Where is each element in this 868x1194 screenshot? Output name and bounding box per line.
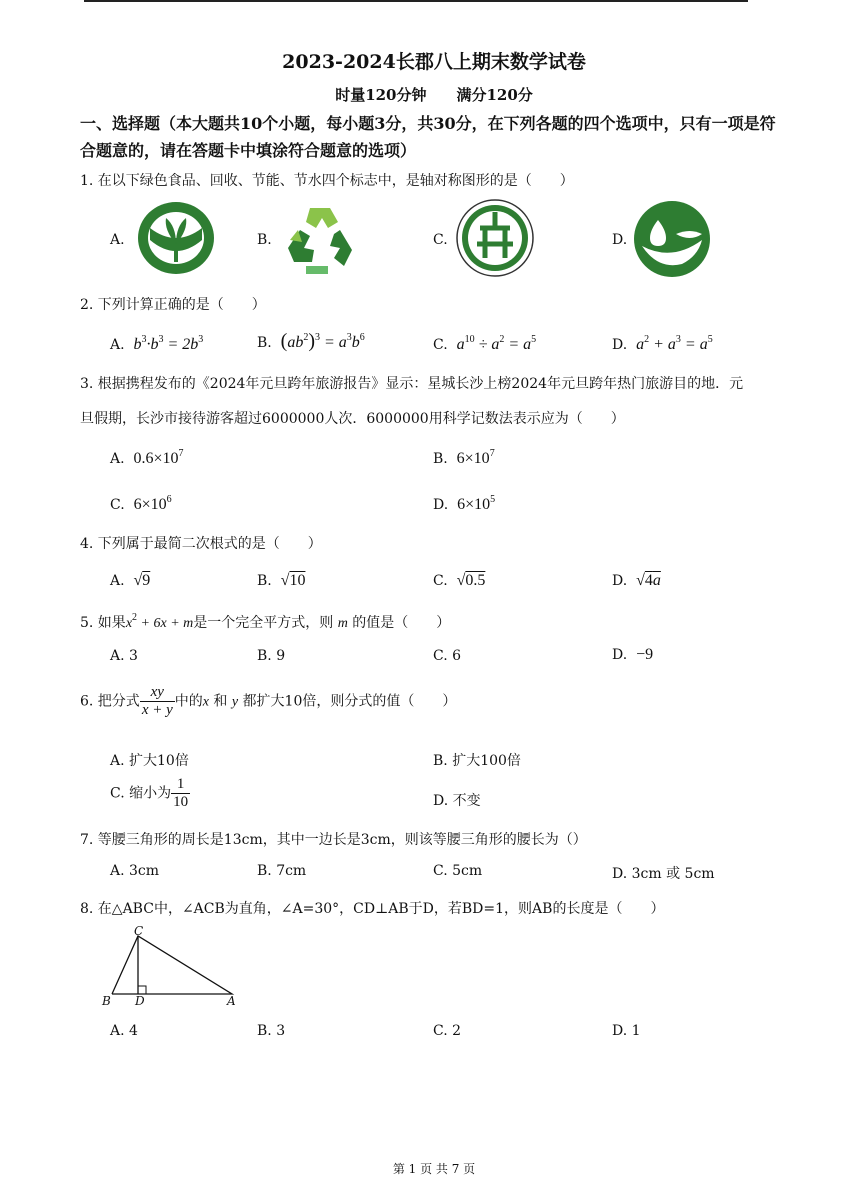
q6-option-a: A. 扩大10倍 bbox=[110, 753, 189, 769]
q7-option-d: D. 3cm 或 5cm bbox=[612, 866, 715, 882]
q8-triangle-figure bbox=[98, 924, 248, 1010]
q1-label-b: B. bbox=[257, 232, 272, 248]
q3-option-b: B. $6\times 10^7$ bbox=[433, 448, 495, 467]
q8-option-b: B. 3 bbox=[257, 1023, 286, 1039]
q4-option-c: C. √0.5 bbox=[433, 572, 486, 589]
q4-option-b: B. √10 bbox=[257, 572, 306, 589]
q5-option-d: D. −9 bbox=[612, 646, 654, 663]
q8-option-d: D. 1 bbox=[612, 1023, 641, 1039]
q2-option-d: D. $a^2 + a^3 = a^5$ bbox=[612, 334, 713, 353]
q3-label-c: C. bbox=[110, 497, 125, 513]
full-score: 满分120分 bbox=[456, 86, 533, 104]
page-title: 2023-2024长郡八上期末数学试卷 bbox=[282, 51, 586, 73]
exam-info bbox=[0, 84, 868, 105]
q2-label-c: C. bbox=[433, 337, 448, 353]
q4-label-c: C. bbox=[433, 573, 448, 589]
q6-stem-mid: 中的 bbox=[174, 693, 203, 710]
q3-option-c: C. $6\times 10^6$ bbox=[110, 494, 172, 513]
q4-label-d: D. bbox=[612, 573, 628, 589]
q7-option-b: B. 7cm bbox=[257, 863, 307, 879]
q6-option-b: B. 扩大100倍 bbox=[433, 753, 521, 769]
question-5-stem: 5. 如果$x^2 + 6x + m$是一个完全平方式，则 m 的值是（ ） bbox=[80, 612, 451, 631]
q2-option-a: A. $b^3\cdot b^3 = 2b^3$ bbox=[110, 334, 204, 353]
q6-stem-and: 和 bbox=[213, 693, 228, 710]
q6-stem-pre: 6. 把分式 bbox=[80, 693, 140, 710]
q1-label-d: D. bbox=[612, 232, 628, 248]
q3-label-d: D. bbox=[433, 497, 449, 513]
green-food-logo-icon bbox=[136, 200, 216, 276]
q5-stem-post: 的值是（ ） bbox=[352, 615, 451, 631]
q1-label-c: C. bbox=[433, 232, 448, 248]
q3-option-d: D. $6\times 10^5$ bbox=[433, 494, 496, 513]
question-8-stem: 8. 在△ABC中，∠ACB为直角，∠A=30°，CD⊥AB于D，若BD=1，则AB的长度是（ ） bbox=[80, 901, 665, 917]
q5-stem-pre: 5. 如果 bbox=[80, 615, 126, 631]
q4-option-d: D. √4a bbox=[612, 572, 661, 589]
q4-label-a: A. bbox=[110, 573, 125, 589]
question-2-stem: 2. 下列计算正确的是（ ） bbox=[80, 297, 266, 313]
q2-label-d: D. bbox=[612, 337, 628, 353]
recycle-logo-icon bbox=[280, 200, 360, 276]
time-limit: 时量120分钟 bbox=[335, 86, 427, 104]
q3-option-a: A. $0.6\times 10^7$ bbox=[110, 448, 184, 467]
q3-label-a: A. bbox=[110, 451, 125, 467]
q2-option-c: C. $a^{10} \div a^2 = a^5$ bbox=[433, 334, 537, 353]
q8-option-c: C. 2 bbox=[433, 1023, 462, 1039]
energy-saving-logo-icon bbox=[455, 198, 535, 278]
q8-label-d: D bbox=[135, 994, 145, 1008]
q4-label-b: B. bbox=[257, 573, 272, 589]
q6-stem-post: 都扩大10倍，则分式的值（ ） bbox=[242, 693, 457, 710]
page-footer: 第 1 页 共 7 页 bbox=[392, 1162, 476, 1176]
question-6-stem: 6. 把分式 $\frac{xy}{x + y}$ 中的x 和 y 都扩大10倍，则分式的值（ ） bbox=[80, 684, 457, 718]
q5-option-b: B. 9 bbox=[257, 648, 286, 664]
question-4-stem: 4. 下列属于最简二次根式的是（ ） bbox=[80, 536, 322, 552]
top-rule bbox=[84, 0, 748, 2]
q8-label-b: B bbox=[102, 994, 111, 1008]
q5-option-a: A. 3 bbox=[110, 648, 138, 664]
q8-option-a: A. 4 bbox=[110, 1023, 138, 1039]
q4-option-a: A. √9 bbox=[110, 572, 151, 589]
q8-label-c: C bbox=[134, 924, 144, 938]
q6-option-c: C. 缩小为 $\frac{1}{10}$ bbox=[110, 776, 189, 810]
q8-label-a: A bbox=[227, 994, 236, 1008]
q2-option-b: B. $(ab^2)^3 = a^3b^6$ bbox=[257, 330, 365, 352]
q5-label-d: D. bbox=[612, 647, 628, 663]
water-saving-logo-icon bbox=[632, 200, 712, 278]
q5-stem-mid: 是一个完全平方式，则 bbox=[193, 615, 334, 631]
question-3-stem-line1: 3. 根据携程发布的《2024年元旦跨年旅游报告》显示：星城长沙上榜2024年元旦跨年热门旅游目的地．元 bbox=[80, 376, 744, 392]
q2-label-b: B. bbox=[257, 335, 272, 351]
question-3-stem-line2: 旦假期，长沙市接待游客超过6000000人次．6000000用科学记数法表示应为（ ） bbox=[80, 411, 625, 427]
q7-option-a: A. 3cm bbox=[110, 863, 160, 879]
q3-label-b: B. bbox=[433, 451, 448, 467]
question-7-stem: 7. 等腰三角形的周长是13cm，其中一边长是3cm，则该等腰三角形的腰长为（） bbox=[80, 832, 587, 848]
question-1-stem: 1. 在以下绿色食品、回收、节能、节水四个标志中，是轴对称图形的是（ ） bbox=[80, 173, 574, 189]
q6-option-d: D. 不变 bbox=[433, 793, 481, 809]
q7-option-c: C. 5cm bbox=[433, 863, 483, 879]
q5-option-c: C. 6 bbox=[433, 648, 462, 664]
q6-label-c: C. 缩小为 bbox=[110, 785, 172, 802]
section-heading: 一、选择题（本大题共10个小题，每小题3分，共30分，在下列各题的四个选项中，只有一项是符合题意的，请在答题卡中填涂符合题意的选项） bbox=[80, 114, 776, 160]
q1-label-a: A. bbox=[110, 232, 125, 248]
q2-label-a: A. bbox=[110, 337, 125, 353]
